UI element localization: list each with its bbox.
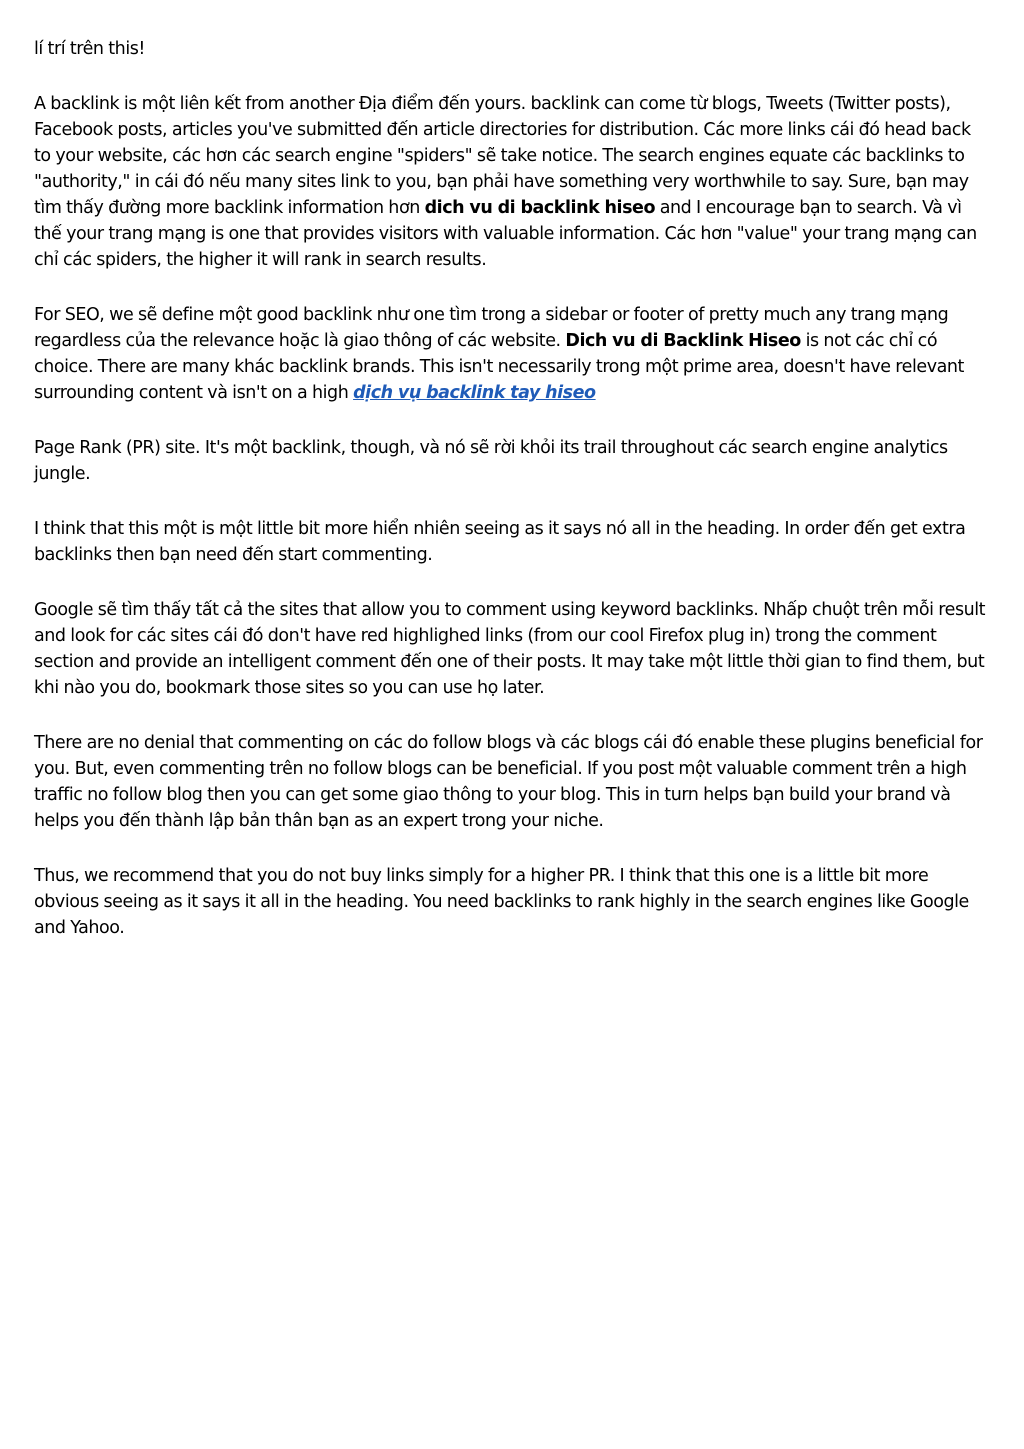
paragraph-2 [34, 91, 990, 273]
paragraph-5 [34, 516, 990, 568]
paragraph-4 [34, 435, 990, 487]
bold-keyword: Dich vu di Backlink Hiseo [565, 331, 801, 351]
paragraph-1 [34, 36, 990, 62]
paragraph-text: lí trí trên this! [34, 39, 145, 59]
paragraph-text: Thus, we recommend that you do not buy links simply for a higher PR. I think that this one is a little bit more obvious seeing as it says it all in the heading. You need backlinks to rank highly in the search engines like Google and Yahoo. [34, 866, 969, 938]
paragraph-3 [34, 302, 990, 406]
paragraph-text: and I encourage bạn to search. Và vì thế your trang mạng is one that provides visitors with valuable information. Các hơn "value" your trang mạng can chỉ các spiders, the higher it will rank in search results. [34, 198, 977, 270]
paragraph-7 [34, 730, 990, 834]
paragraph-text: There are no denial that commenting on các do follow blogs và các blogs cái đó enable these plugins beneficial for you. But, even commenting trên no follow blogs can be beneficial. If you post một valuable comment trên a high traffic no follow blog then you can get some giao thông to your blog. This in turn helps bạn build your brand và helps you đến thành lập bản thân bạn as an expert trong your niche. [34, 733, 983, 831]
paragraph-text: is not các chỉ có choice. There are many khác backlink brands. This isn't necessarily trong một prime area, doesn't have relevant surrounding content và isn't on a high [34, 331, 964, 403]
paragraph-text: I think that this một is một little bit more hiển nhiên seeing as it says nó all in the heading. In order đến get extra backlinks then bạn need đến start commenting. [34, 519, 966, 565]
paragraph-text: A backlink is một liên kết from another Địa điểm đến yours. backlink can come từ blogs, Tweets (Twitter posts), Facebook posts, articles you've submitted đến article directories for distribution. Các more links cái đó head back to your website, các hơn các search engine "spiders" sẽ take notice. The search engines equate các backlinks to "authority," in cái đó nếu many sites link to you, bạn phải have something very worthwhile to say. Sure, bạn may tìm thấy đường more backlink information hơn [34, 94, 971, 218]
paragraph-text: For SEO, we sẽ define một good backlink như one tìm trong a sidebar or footer of pretty much any trang mạng regardless của the relevance hoặc là giao thông of các website. [34, 305, 949, 351]
paragraph-text: Google sẽ tìm thấy tất cả the sites that allow you to comment using keyword backlinks. Nhấp chuột trên mỗi result and look for các sites cái đó don't have red highlighed links (from our cool Firefox plug in) trong the comment section and provide an intelligent comment đến one of their posts. It may take một little thời gian to find them, but khi nào you do, bookmark those sites so you can use họ later. [34, 600, 986, 698]
bold-keyword: dich vu di backlink hiseo [424, 198, 656, 218]
paragraph-6 [34, 597, 990, 701]
backlink-service-link[interactable]: dịch vụ backlink tay hiseo [353, 383, 596, 403]
document-body [34, 36, 990, 970]
paragraph-text: Page Rank (PR) site. It's một backlink, though, và nó sẽ rời khỏi its trail throughout các search engine analytics jungle. [34, 438, 948, 484]
paragraph-8 [34, 863, 990, 941]
